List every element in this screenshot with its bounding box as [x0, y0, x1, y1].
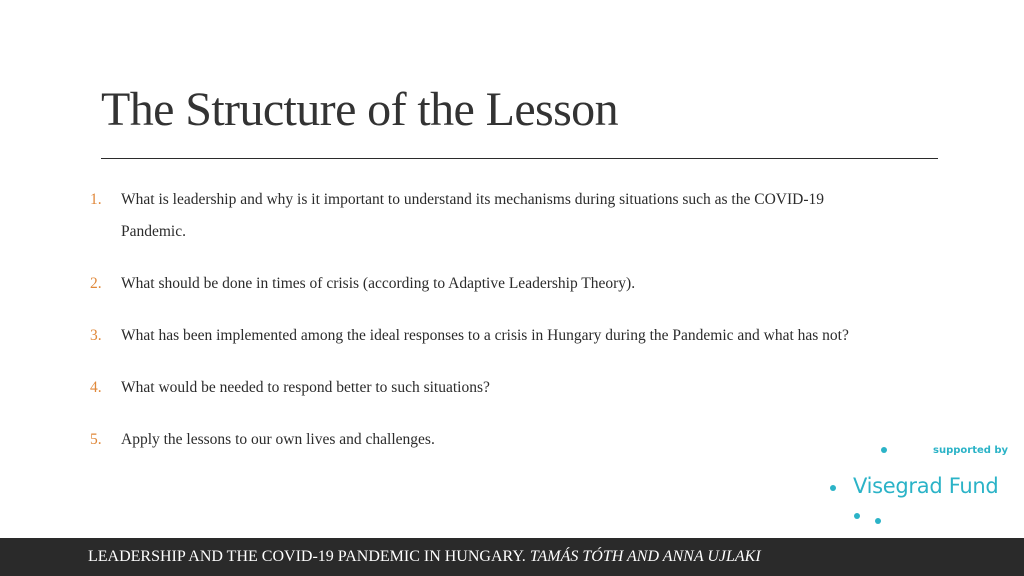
list-item-number: 1.: [90, 191, 102, 208]
footer-bar: [0, 538, 1024, 576]
logo-dot-icon: [854, 513, 860, 519]
slide-title: The Structure of the Lesson: [101, 83, 618, 136]
list-item-number: 2.: [90, 275, 102, 292]
list-item-number: 3.: [90, 327, 102, 344]
list-item: [90, 372, 990, 404]
logo-dot-icon: [881, 447, 887, 453]
visegrad-fund-logo: [820, 440, 1010, 532]
list-item-text: What has been implemented among the ideal responses to a crisis in Hungary during the Pandemic and what has not?: [121, 327, 849, 344]
logo-name: Visegrad Fund: [853, 474, 999, 498]
list-item: [90, 184, 990, 248]
logo-dot-icon: [875, 518, 881, 524]
list-item: [90, 268, 990, 300]
logo-dot-icon: [830, 485, 836, 491]
list-item-text: What would be needed to respond better to such situations?: [121, 379, 490, 396]
list-item-text-continuation: Pandemic.: [121, 223, 186, 240]
list-item-text: What is leadership and why is it important to understand its mechanisms during situations such as the COVID-19: [121, 191, 824, 208]
title-divider: [101, 158, 938, 159]
footer-text: [88, 547, 761, 567]
list-item-text: Apply the lessons to our own lives and challenges.: [121, 431, 435, 448]
list-item: [90, 320, 990, 352]
list-item-number: 4.: [90, 379, 102, 396]
footer-authors: TAMÁS TÓTH AND ANNA UJLAKI: [529, 548, 761, 565]
list-item-number: 5.: [90, 431, 102, 448]
logo-tagline: supported by: [933, 445, 1009, 456]
footer-title: LEADERSHIP AND THE COVID-19 PANDEMIC IN HUNGARY.: [88, 548, 526, 565]
list-item-text: What should be done in times of crisis (according to Adaptive Leadership Theory).: [121, 275, 636, 292]
